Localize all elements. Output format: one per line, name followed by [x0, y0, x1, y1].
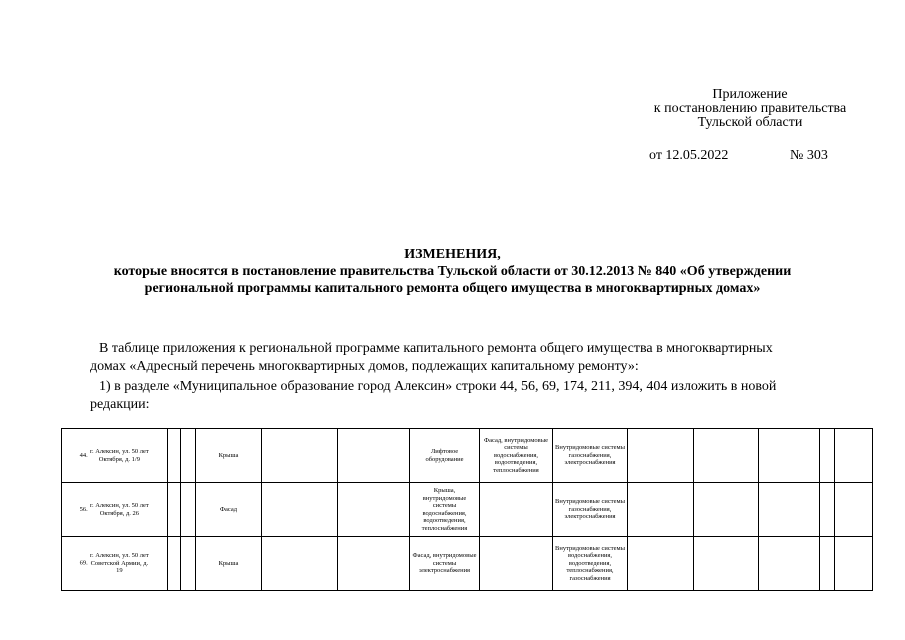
table-row: [62, 537, 873, 591]
table-cell-work-3: Крыша, внутридомовые системы водоснабжения, водоотведения, теплоснабжения: [410, 483, 480, 537]
table-cell: [628, 537, 694, 591]
buildings-table: [61, 428, 873, 591]
table-cell: [759, 429, 820, 483]
table-row: [62, 429, 873, 483]
table-cell: [181, 429, 196, 483]
table-cell: [694, 483, 759, 537]
table-cell: [181, 483, 196, 537]
paragraph-2-line-1: 1) в разделе «Муниципальное образование город Алексин» строки 44, 56, 69, 174, 211, 394, 404 изложить в новой: [99, 379, 777, 394]
table-cell: [694, 537, 759, 591]
paragraph-2: [90, 378, 842, 414]
title-line-3: региональной программы капитального ремонта общего имущества в многоквартирных домах»: [144, 281, 761, 296]
appendix-line-3: Тульской области: [697, 115, 803, 130]
table-cell-work-2: [262, 537, 338, 591]
table-cell: [835, 483, 873, 537]
table-cell-work-5: Внутридомовые системы водоснабжения, водоотведения, теплоснабжения, газоснабжения: [553, 537, 628, 591]
title-line-2: которые вносятся в постановление правительства Тульской области от 30.12.2013 № 840 «Об утверждении: [113, 264, 792, 279]
table-cell-work-4: Фасад, внутридомовые системы водоснабжения, водоотведения, теплоснабжения: [480, 429, 553, 483]
table-cell: [168, 483, 181, 537]
table-cell-work-3: Лифтовое оборудование: [410, 429, 480, 483]
table-cell: [338, 537, 410, 591]
table-cell: [820, 429, 835, 483]
table-cell: [820, 537, 835, 591]
table-cell-work-3: Фасад, внутридомовые системы электроснабжения: [410, 537, 480, 591]
table-cell: [628, 429, 694, 483]
row-number: 56.: [79, 505, 88, 513]
table-cell: [168, 537, 181, 591]
row-number-address: [62, 483, 168, 537]
paragraph-2-line-2: редакции:: [90, 397, 150, 412]
table-cell-work-4: [480, 537, 553, 591]
table-cell: [628, 483, 694, 537]
row-number: 44.: [79, 451, 88, 459]
table-row: [62, 483, 873, 537]
appendix-header: [620, 88, 880, 130]
table-cell-work-5: Внутридомовые системы газоснабжения, электроснабжения: [553, 429, 628, 483]
paragraph-1-line-1: В таблице приложения к региональной программе капитального ремонта общего имущества в многоквартирных: [99, 341, 773, 356]
table-cell: [835, 429, 873, 483]
row-address: г. Алексин, ул. 50 лет Советской Армии, д. 19: [90, 552, 149, 575]
table-cell: [759, 483, 820, 537]
table-cell-work-1: Крыша: [196, 429, 262, 483]
table-cell: [338, 429, 410, 483]
appendix-line-1: Приложение: [712, 87, 788, 102]
document-title: [40, 246, 865, 297]
table-cell-work-5: Внутридомовые системы газоснабжения, электроснабжения: [553, 483, 628, 537]
table-cell-work-1: Фасад: [196, 483, 262, 537]
table-cell-work-2: [262, 429, 338, 483]
table-cell: [181, 537, 196, 591]
row-address: г. Алексин, ул. 50 лет Октября, д. 26: [90, 502, 149, 517]
table-cell-work-2: [262, 483, 338, 537]
table-cell-work-4: [480, 483, 553, 537]
paragraph-1: [90, 340, 842, 376]
document-number: № 303: [790, 148, 828, 163]
title-line-1: ИЗМЕНЕНИЯ,: [404, 247, 501, 262]
table-cell: [759, 537, 820, 591]
row-number: 69.: [79, 559, 88, 567]
document-date: от 12.05.2022: [649, 148, 729, 163]
table-cell: [835, 537, 873, 591]
table-cell: [820, 483, 835, 537]
table-cell: [168, 429, 181, 483]
table-cell-work-1: Крыша: [196, 537, 262, 591]
appendix-line-2: к постановлению правительства: [653, 101, 847, 116]
row-address: г. Алексин, ул. 50 лет Октября, д. 1/9: [90, 448, 149, 463]
row-number-address: [62, 429, 168, 483]
row-number-address: [62, 537, 168, 591]
table-cell: [338, 483, 410, 537]
table-cell: [694, 429, 759, 483]
paragraph-1-line-2: домах «Адресный перечень многоквартирных домов, подлежащих капитальному ремонту»:: [90, 359, 639, 374]
